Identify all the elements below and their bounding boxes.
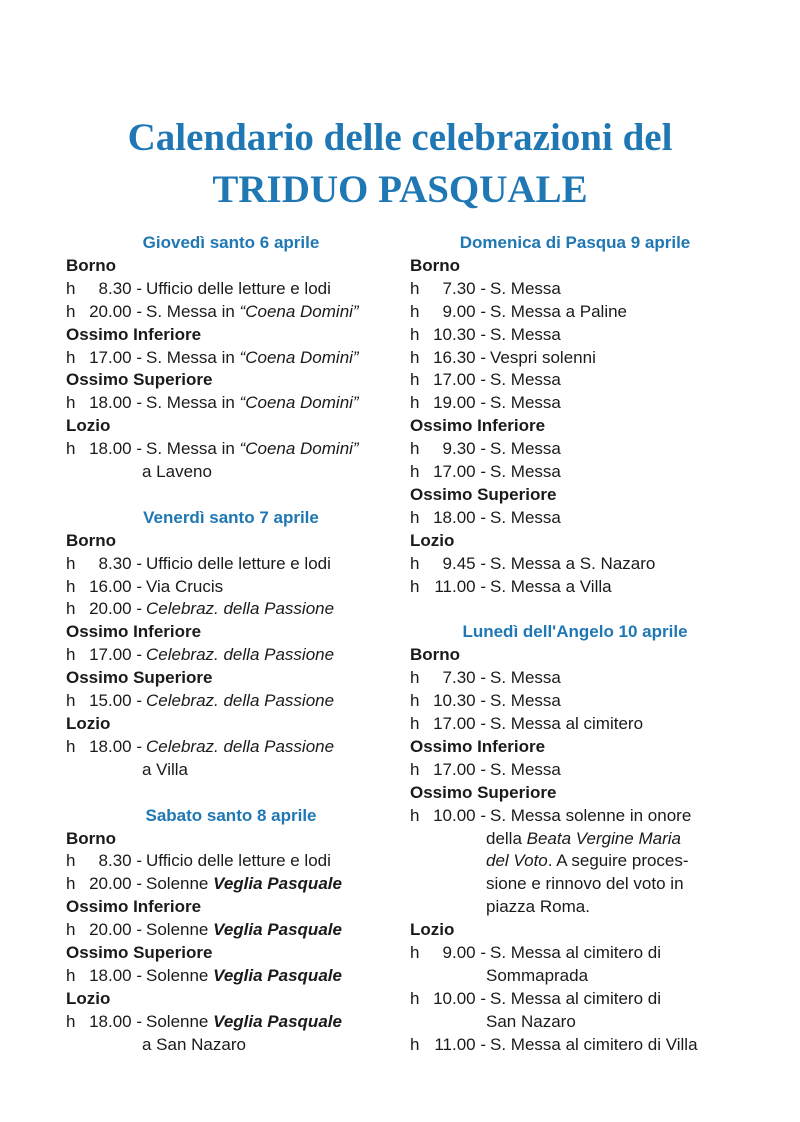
schedule-entry: h 17.00 - S. Messa [410, 462, 561, 482]
schedule-entry: h 11.00 - S. Messa al cimitero di Villa [410, 1034, 698, 1054]
schedule-entry: h 20.00 - S. Messa in “Coena Domini” [66, 301, 359, 321]
schedule-entry: h 11.00 - S. Messa a Villa [410, 576, 612, 596]
page-title [0, 112, 800, 216]
place-ossimo-superiore: Ossimo Superiore [66, 943, 213, 963]
entry-continuation: piazza Roma. [486, 897, 590, 917]
schedule-entry: h 18.00 - S. Messa [410, 507, 561, 527]
entry-continuation: del Voto. A seguire proces- [486, 851, 689, 871]
entry-continuation: a Laveno [142, 462, 212, 482]
schedule-entry: h 10.30 - S. Messa [410, 691, 561, 711]
place-borno: Borno [410, 645, 461, 665]
schedule-entry: h 8.30 - Ufficio delle letture e lodi [66, 553, 331, 573]
right-column [410, 232, 740, 1057]
place-borno: Borno [66, 255, 117, 275]
schedule-entry: h 18.00 - Solenne Veglia Pasquale [66, 965, 342, 985]
place-ossimo-inferiore: Ossimo Inferiore [66, 324, 202, 344]
schedule-entry: h 20.00 - Celebraz. della Passione [66, 599, 335, 619]
place-ossimo-inferiore: Ossimo Inferiore [410, 736, 546, 756]
place-lozio: Lozio [410, 530, 455, 550]
day-heading-sabato: Sabato santo 8 aprile [145, 805, 317, 825]
schedule-entry: h 8.30 - Ufficio delle letture e lodi [66, 851, 331, 871]
schedule-entry: h 18.00 - S. Messa in “Coena Domini” [66, 439, 359, 459]
place-ossimo-inferiore: Ossimo Inferiore [66, 622, 202, 642]
schedule-entry: h 18.00 - Solenne Veglia Pasquale [66, 1011, 342, 1031]
place-borno: Borno [66, 530, 117, 550]
schedule-entry: h 17.00 - S. Messa al cimitero [410, 714, 644, 734]
place-lozio: Lozio [66, 988, 111, 1008]
place-ossimo-superiore: Ossimo Superiore [66, 370, 213, 390]
schedule-entry: h 10.30 - S. Messa [410, 324, 561, 344]
schedule-entry: h 7.30 - S. Messa [410, 278, 561, 298]
place-ossimo-inferiore: Ossimo Inferiore [66, 897, 202, 917]
day-heading-domenica: Domenica di Pasqua 9 aprile [459, 233, 691, 252]
schedule-entry: h 20.00 - Solenne Veglia Pasquale [66, 874, 342, 894]
schedule-entry: h 17.00 - S. Messa in “Coena Domini” [66, 347, 359, 367]
schedule-entry: h 17.00 - S. Messa [410, 370, 561, 390]
place-lozio: Lozio [66, 714, 111, 734]
place-borno: Borno [66, 828, 117, 848]
schedule-entry: h 9.00 - S. Messa a Paline [410, 301, 628, 321]
entry-continuation: Sommaprada [486, 965, 589, 985]
entry-continuation: San Nazaro [486, 1011, 576, 1031]
schedule-entry: h 16.30 - Vespri solenni [410, 347, 596, 367]
day-heading-venerdi: Venerdì santo 7 aprile [143, 507, 319, 527]
schedule-entry: h 10.00 - S. Messa al cimitero di [410, 988, 661, 1008]
schedule-entry: h 18.00 - S. Messa in “Coena Domini” [66, 393, 359, 413]
schedule-entry: h 16.00 - Via Crucis [66, 576, 224, 596]
schedule-entry: h 17.00 - Celebraz. della Passione [66, 645, 335, 665]
place-lozio: Lozio [66, 416, 111, 436]
schedule-entry: h 18.00 - Celebraz. della Passione [66, 736, 335, 756]
schedule-entry: h 20.00 - Solenne Veglia Pasquale [66, 920, 342, 940]
schedule-entry: h 7.30 - S. Messa [410, 668, 561, 688]
place-ossimo-inferiore: Ossimo Inferiore [410, 416, 546, 436]
title-line-2: TRIDUO PASQUALE [212, 168, 588, 211]
schedule-entry: h 17.00 - S. Messa [410, 759, 561, 779]
entry-continuation: sione e rinnovo del voto in [486, 874, 684, 894]
day-heading-giovedi: Giovedì santo 6 aprile [142, 233, 320, 252]
entry-continuation: a San Nazaro [142, 1034, 246, 1054]
schedule-entry: h 8.30 - Ufficio delle letture e lodi [66, 278, 331, 298]
left-column [66, 232, 396, 1057]
place-ossimo-superiore: Ossimo Superiore [66, 668, 213, 688]
schedule-entry: h 9.45 - S. Messa a S. Nazaro [410, 553, 656, 573]
place-lozio: Lozio [410, 920, 455, 940]
schedule-entry: h 15.00 - Celebraz. della Passione [66, 691, 335, 711]
entry-continuation: della Beata Vergine Maria [486, 828, 681, 848]
entry-continuation: a Villa [142, 759, 188, 779]
place-borno: Borno [410, 255, 461, 275]
place-ossimo-superiore: Ossimo Superiore [410, 782, 557, 802]
schedule-entry: h 19.00 - S. Messa [410, 393, 561, 413]
schedule-entry: h 9.30 - S. Messa [410, 439, 561, 459]
title-line-1: Calendario delle celebrazioni del [127, 116, 673, 159]
place-ossimo-superiore: Ossimo Superiore [410, 484, 557, 504]
day-heading-lunedi: Lunedì dell'Angelo 10 aprile [462, 622, 688, 642]
schedule-entry: h 9.00 - S. Messa al cimitero di [410, 943, 661, 963]
schedule-entry: h 10.00 - S. Messa solenne in onore [410, 805, 692, 825]
